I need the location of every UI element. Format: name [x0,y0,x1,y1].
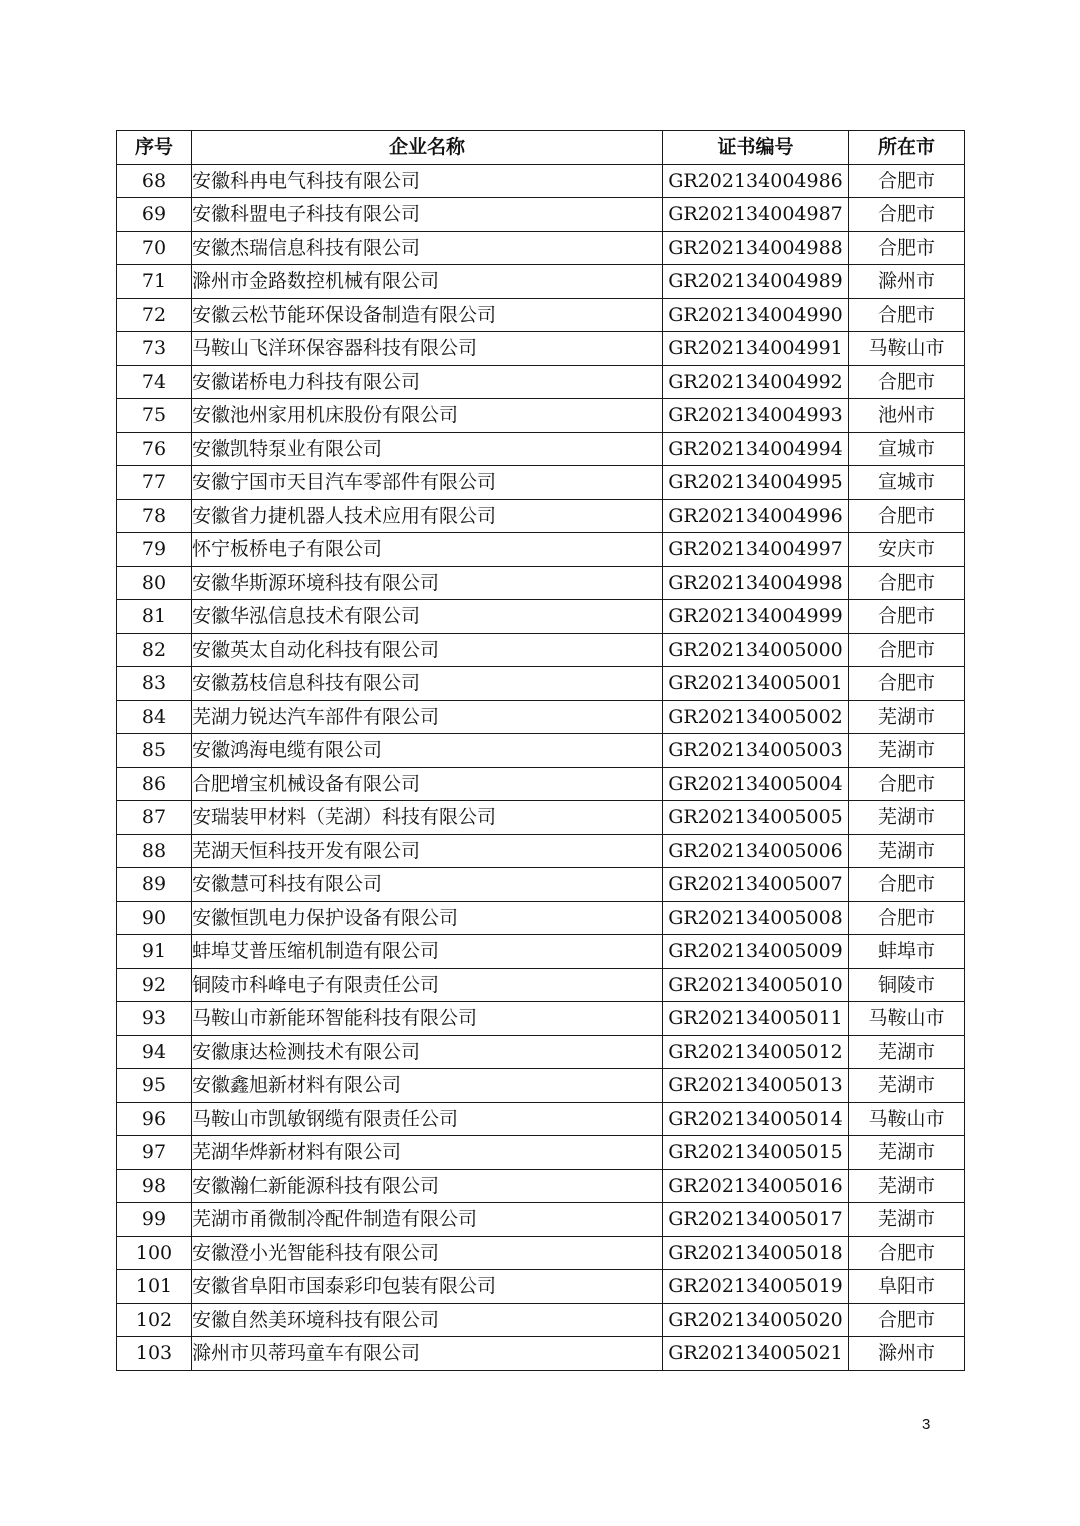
cell-company-name: 安徽荔枝信息科技有限公司 [192,667,663,701]
cell-city: 合肥市 [849,164,965,198]
table-row [117,1002,965,1036]
cell-city: 合肥市 [849,566,965,600]
cell-certificate-number: GR202134005003 [663,734,849,768]
table-row [117,533,965,567]
table-row [117,734,965,768]
cell-company-name: 安徽凯特泵业有限公司 [192,432,663,466]
table-body [117,164,965,1370]
table-row [117,834,965,868]
cell-seq: 72 [117,298,192,332]
cell-company-name: 安瑞装甲材料（芜湖）科技有限公司 [192,801,663,835]
cell-seq: 84 [117,700,192,734]
table-row [117,1337,965,1371]
cell-company-name: 滁州市金路数控机械有限公司 [192,265,663,299]
cell-company-name: 蚌埠艾普压缩机制造有限公司 [192,935,663,969]
cell-seq: 96 [117,1102,192,1136]
table-row [117,600,965,634]
cell-company-name: 合肥增宝机械设备有限公司 [192,767,663,801]
cell-company-name: 安徽鑫旭新材料有限公司 [192,1069,663,1103]
cell-seq: 77 [117,466,192,500]
cell-city: 合肥市 [849,767,965,801]
table-row [117,1136,965,1170]
cell-certificate-number: GR202134004991 [663,332,849,366]
cell-certificate-number: GR202134004986 [663,164,849,198]
cell-company-name: 安徽康达检测技术有限公司 [192,1035,663,1069]
cell-certificate-number: GR202134005008 [663,901,849,935]
cell-company-name: 安徽省力捷机器人技术应用有限公司 [192,499,663,533]
cell-city: 阜阳市 [849,1270,965,1304]
cell-city: 合肥市 [849,499,965,533]
cell-certificate-number: GR202134005004 [663,767,849,801]
table-row [117,399,965,433]
cell-certificate-number: GR202134004988 [663,231,849,265]
cell-company-name: 马鞍山飞洋环保容器科技有限公司 [192,332,663,366]
header-seq: 序号 [117,131,192,165]
table-row [117,801,965,835]
cell-city: 芜湖市 [849,1169,965,1203]
cell-city: 合肥市 [849,365,965,399]
cell-seq: 74 [117,365,192,399]
cell-company-name: 芜湖天恒科技开发有限公司 [192,834,663,868]
cell-company-name: 马鞍山市凯敏钢缆有限责任公司 [192,1102,663,1136]
cell-seq: 101 [117,1270,192,1304]
cell-company-name: 安徽自然美环境科技有限公司 [192,1303,663,1337]
cell-city: 铜陵市 [849,968,965,1002]
cell-certificate-number: GR202134004990 [663,298,849,332]
cell-certificate-number: GR202134004994 [663,432,849,466]
cell-city: 合肥市 [849,633,965,667]
cell-certificate-number: GR202134005018 [663,1236,849,1270]
cell-seq: 87 [117,801,192,835]
table-row [117,198,965,232]
cell-city: 芜湖市 [849,1136,965,1170]
cell-certificate-number: GR202134005012 [663,1035,849,1069]
cell-certificate-number: GR202134005015 [663,1136,849,1170]
table-row [117,1069,965,1103]
cell-city: 池州市 [849,399,965,433]
cell-certificate-number: GR202134004992 [663,365,849,399]
cell-company-name: 安徽瀚仁新能源科技有限公司 [192,1169,663,1203]
cell-seq: 81 [117,600,192,634]
table-row [117,667,965,701]
cell-city: 合肥市 [849,231,965,265]
cell-seq: 80 [117,566,192,600]
cell-city: 宣城市 [849,432,965,466]
cell-city: 芜湖市 [849,834,965,868]
cell-seq: 71 [117,265,192,299]
cell-city: 安庆市 [849,533,965,567]
header-city: 所在市 [849,131,965,165]
cell-certificate-number: GR202134005013 [663,1069,849,1103]
cell-seq: 70 [117,231,192,265]
cell-seq: 92 [117,968,192,1002]
table-row [117,566,965,600]
cell-seq: 102 [117,1303,192,1337]
cell-seq: 82 [117,633,192,667]
table-row [117,901,965,935]
table-header-row [117,131,965,165]
cell-seq: 73 [117,332,192,366]
cell-certificate-number: GR202134004989 [663,265,849,299]
cell-city: 合肥市 [849,600,965,634]
cell-seq: 75 [117,399,192,433]
table-row [117,499,965,533]
cell-city: 合肥市 [849,298,965,332]
page-number: 3 [922,1416,931,1433]
cell-certificate-number: GR202134004987 [663,198,849,232]
cell-city: 芜湖市 [849,1035,965,1069]
table-row [117,633,965,667]
table-row [117,1303,965,1337]
cell-certificate-number: GR202134005021 [663,1337,849,1371]
table-row [117,767,965,801]
table-row [117,1270,965,1304]
table-row [117,265,965,299]
cell-seq: 89 [117,868,192,902]
table-row [117,164,965,198]
table-row [117,432,965,466]
cell-city: 合肥市 [849,667,965,701]
cell-city: 合肥市 [849,1303,965,1337]
certificate-table [116,130,965,1371]
cell-company-name: 安徽鸿海电缆有限公司 [192,734,663,768]
cell-city: 马鞍山市 [849,1002,965,1036]
cell-seq: 78 [117,499,192,533]
cell-seq: 93 [117,1002,192,1036]
cell-company-name: 安徽宁国市天目汽车零部件有限公司 [192,466,663,500]
cell-certificate-number: GR202134004999 [663,600,849,634]
cell-city: 芜湖市 [849,1069,965,1103]
cell-company-name: 安徽慧可科技有限公司 [192,868,663,902]
cell-seq: 99 [117,1203,192,1237]
cell-certificate-number: GR202134005006 [663,834,849,868]
header-company-name: 企业名称 [192,131,663,165]
cell-city: 蚌埠市 [849,935,965,969]
cell-seq: 103 [117,1337,192,1371]
cell-company-name: 安徽池州家用机床股份有限公司 [192,399,663,433]
cell-certificate-number: GR202134004998 [663,566,849,600]
cell-seq: 97 [117,1136,192,1170]
cell-certificate-number: GR202134005011 [663,1002,849,1036]
table-row [117,298,965,332]
cell-seq: 86 [117,767,192,801]
table-row [117,968,965,1002]
cell-certificate-number: GR202134005020 [663,1303,849,1337]
cell-city: 宣城市 [849,466,965,500]
cell-certificate-number: GR202134005019 [663,1270,849,1304]
cell-city: 滁州市 [849,1337,965,1371]
cell-certificate-number: GR202134005007 [663,868,849,902]
cell-certificate-number: GR202134005005 [663,801,849,835]
cell-company-name: 安徽华泓信息技术有限公司 [192,600,663,634]
cell-seq: 94 [117,1035,192,1069]
table-row [117,1035,965,1069]
cell-seq: 90 [117,901,192,935]
cell-city: 芜湖市 [849,1203,965,1237]
table-row [117,1169,965,1203]
table-row [117,868,965,902]
cell-seq: 88 [117,834,192,868]
table-row [117,1236,965,1270]
table-row [117,700,965,734]
cell-company-name: 安徽恒凯电力保护设备有限公司 [192,901,663,935]
cell-certificate-number: GR202134005017 [663,1203,849,1237]
cell-company-name: 芜湖力锐达汽车部件有限公司 [192,700,663,734]
cell-company-name: 安徽云松节能环保设备制造有限公司 [192,298,663,332]
cell-certificate-number: GR202134005000 [663,633,849,667]
cell-certificate-number: GR202134005001 [663,667,849,701]
cell-city: 合肥市 [849,1236,965,1270]
cell-certificate-number: GR202134005009 [663,935,849,969]
cell-certificate-number: GR202134005002 [663,700,849,734]
cell-city: 芜湖市 [849,700,965,734]
cell-city: 芜湖市 [849,734,965,768]
cell-seq: 85 [117,734,192,768]
cell-seq: 68 [117,164,192,198]
cell-company-name: 芜湖市甬微制冷配件制造有限公司 [192,1203,663,1237]
cell-city: 芜湖市 [849,801,965,835]
cell-city: 合肥市 [849,868,965,902]
cell-certificate-number: GR202134004995 [663,466,849,500]
table-row [117,365,965,399]
table-row [117,1102,965,1136]
cell-company-name: 安徽华斯源环境科技有限公司 [192,566,663,600]
cell-seq: 76 [117,432,192,466]
cell-company-name: 安徽诺桥电力科技有限公司 [192,365,663,399]
cell-city: 合肥市 [849,198,965,232]
cell-company-name: 安徽杰瑞信息科技有限公司 [192,231,663,265]
cell-company-name: 安徽英太自动化科技有限公司 [192,633,663,667]
cell-company-name: 安徽科盟电子科技有限公司 [192,198,663,232]
cell-seq: 98 [117,1169,192,1203]
cell-seq: 69 [117,198,192,232]
cell-seq: 83 [117,667,192,701]
cell-city: 滁州市 [849,265,965,299]
cell-seq: 79 [117,533,192,567]
header-certificate-number: 证书编号 [663,131,849,165]
cell-seq: 91 [117,935,192,969]
cell-certificate-number: GR202134004997 [663,533,849,567]
cell-company-name: 安徽澄小光智能科技有限公司 [192,1236,663,1270]
cell-certificate-number: GR202134005014 [663,1102,849,1136]
cell-company-name: 滁州市贝蒂玛童车有限公司 [192,1337,663,1371]
cell-city: 合肥市 [849,901,965,935]
cell-company-name: 怀宁板桥电子有限公司 [192,533,663,567]
table-row [117,332,965,366]
cell-certificate-number: GR202134004993 [663,399,849,433]
cell-company-name: 马鞍山市新能环智能科技有限公司 [192,1002,663,1036]
table-row [117,466,965,500]
cell-company-name: 安徽科冉电气科技有限公司 [192,164,663,198]
cell-city: 马鞍山市 [849,332,965,366]
table-row [117,231,965,265]
cell-certificate-number: GR202134004996 [663,499,849,533]
cell-seq: 95 [117,1069,192,1103]
cell-certificate-number: GR202134005010 [663,968,849,1002]
table-row [117,935,965,969]
cell-company-name: 铜陵市科峰电子有限责任公司 [192,968,663,1002]
cell-certificate-number: GR202134005016 [663,1169,849,1203]
cell-company-name: 芜湖华烨新材料有限公司 [192,1136,663,1170]
cell-city: 马鞍山市 [849,1102,965,1136]
table-row [117,1203,965,1237]
cell-seq: 100 [117,1236,192,1270]
cell-company-name: 安徽省阜阳市国泰彩印包装有限公司 [192,1270,663,1304]
